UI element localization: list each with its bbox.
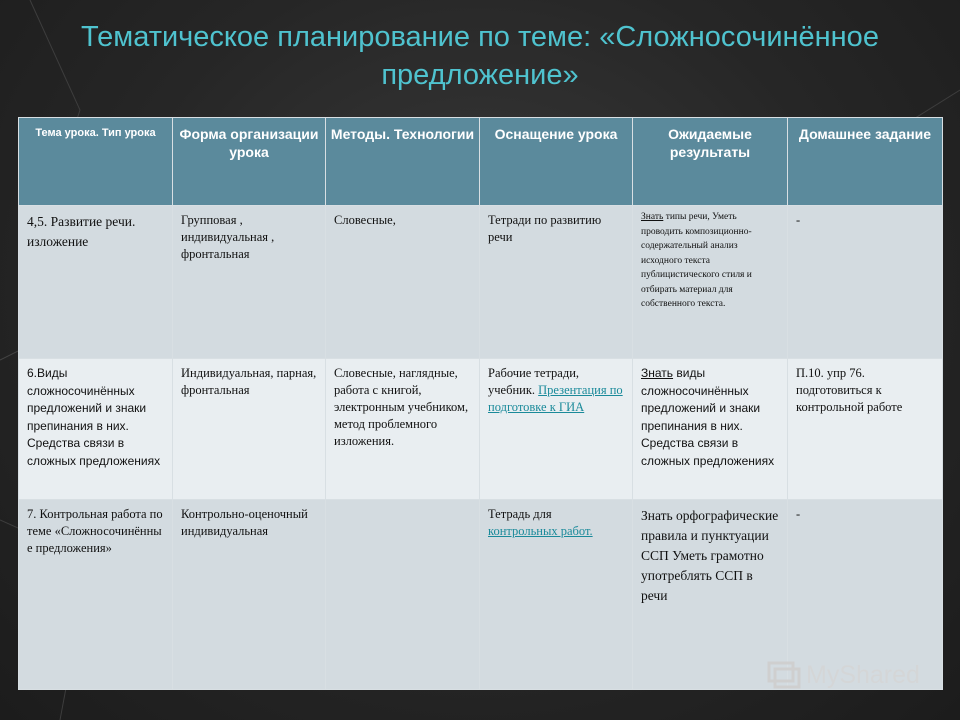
- header-results: Ожидаемые результаты: [633, 118, 788, 206]
- cell-results: [633, 359, 788, 500]
- presentation-icon: [766, 660, 802, 690]
- header-methods: Методы. Технологии: [326, 118, 480, 206]
- cell-topic: 7. Контрольная работа по теме «Сложносочинённы е предложения»: [19, 500, 173, 690]
- cell-equipment: [480, 500, 633, 690]
- results-keyword: Знать: [641, 212, 664, 222]
- cell-methods: Словесные, наглядные, работа с книгой, электронным учебником, метод проблемного изложения.: [326, 359, 480, 500]
- planning-table: [18, 117, 943, 690]
- table-row: [19, 206, 943, 359]
- header-equipment: Оснащение урока: [480, 118, 633, 206]
- cell-equipment: [480, 359, 633, 500]
- results-text: типы речи, Уметь проводить композиционно-содержательный анализ исходного текста публицистического стиля и отбирать материал для собственного текста.: [641, 212, 752, 309]
- table-header-row: [19, 118, 943, 206]
- slide-title: Тематическое планирование по теме: «Сложносочинённое предложение»: [81, 21, 879, 91]
- header-topic: Тема урока. Тип урока: [19, 118, 173, 206]
- watermark-text: MyShared: [806, 660, 920, 689]
- cell-topic: 4,5. Развитие речи. изложение: [19, 206, 173, 359]
- cell-form: Индивидуальная, парная, фронтальная: [173, 359, 326, 500]
- myshared-watermark: [766, 657, 920, 693]
- cell-form: Контрольно-оценочный индивидуальная: [173, 500, 326, 690]
- presentation-link[interactable]: Презентация по подготовке к ГИА: [488, 383, 623, 414]
- cell-methods: [326, 500, 480, 690]
- cell-results: [633, 206, 788, 359]
- cell-homework: -: [788, 500, 943, 690]
- results-text: виды сложносочинённых предложений и знаки препинания в них. Средства связи в сложных предложениях: [641, 366, 775, 468]
- cell-homework: П.10. упр 76. подготовиться к контрольной работе: [788, 359, 943, 500]
- results-keyword: Знать: [641, 366, 674, 380]
- cell-homework: -: [788, 206, 943, 359]
- header-homework: Домашнее задание: [788, 118, 943, 206]
- equipment-text: Рабочие тетради, учебник.: [488, 366, 580, 397]
- cell-equipment: [480, 206, 633, 359]
- equipment-text: Тетради по развитию речи: [488, 213, 602, 244]
- cell-methods: Словесные,: [326, 206, 480, 359]
- cell-results: [633, 500, 788, 690]
- results-text: Знать орфографические правила и пунктуации ССП Уметь грамотно употреблять ССП в речи: [641, 508, 779, 603]
- cell-topic: 6.Виды сложносочинённых предложений и знаки препинания в них. Средства связи в сложных предложениях: [19, 359, 173, 500]
- test-notebook-link[interactable]: контрольных работ.: [488, 524, 593, 538]
- equipment-text: Тетрадь для: [488, 507, 552, 521]
- cell-form: Групповая , индивидуальная , фронтальная: [173, 206, 326, 359]
- header-form: Форма организации урока: [173, 118, 326, 206]
- table-row: [19, 359, 943, 500]
